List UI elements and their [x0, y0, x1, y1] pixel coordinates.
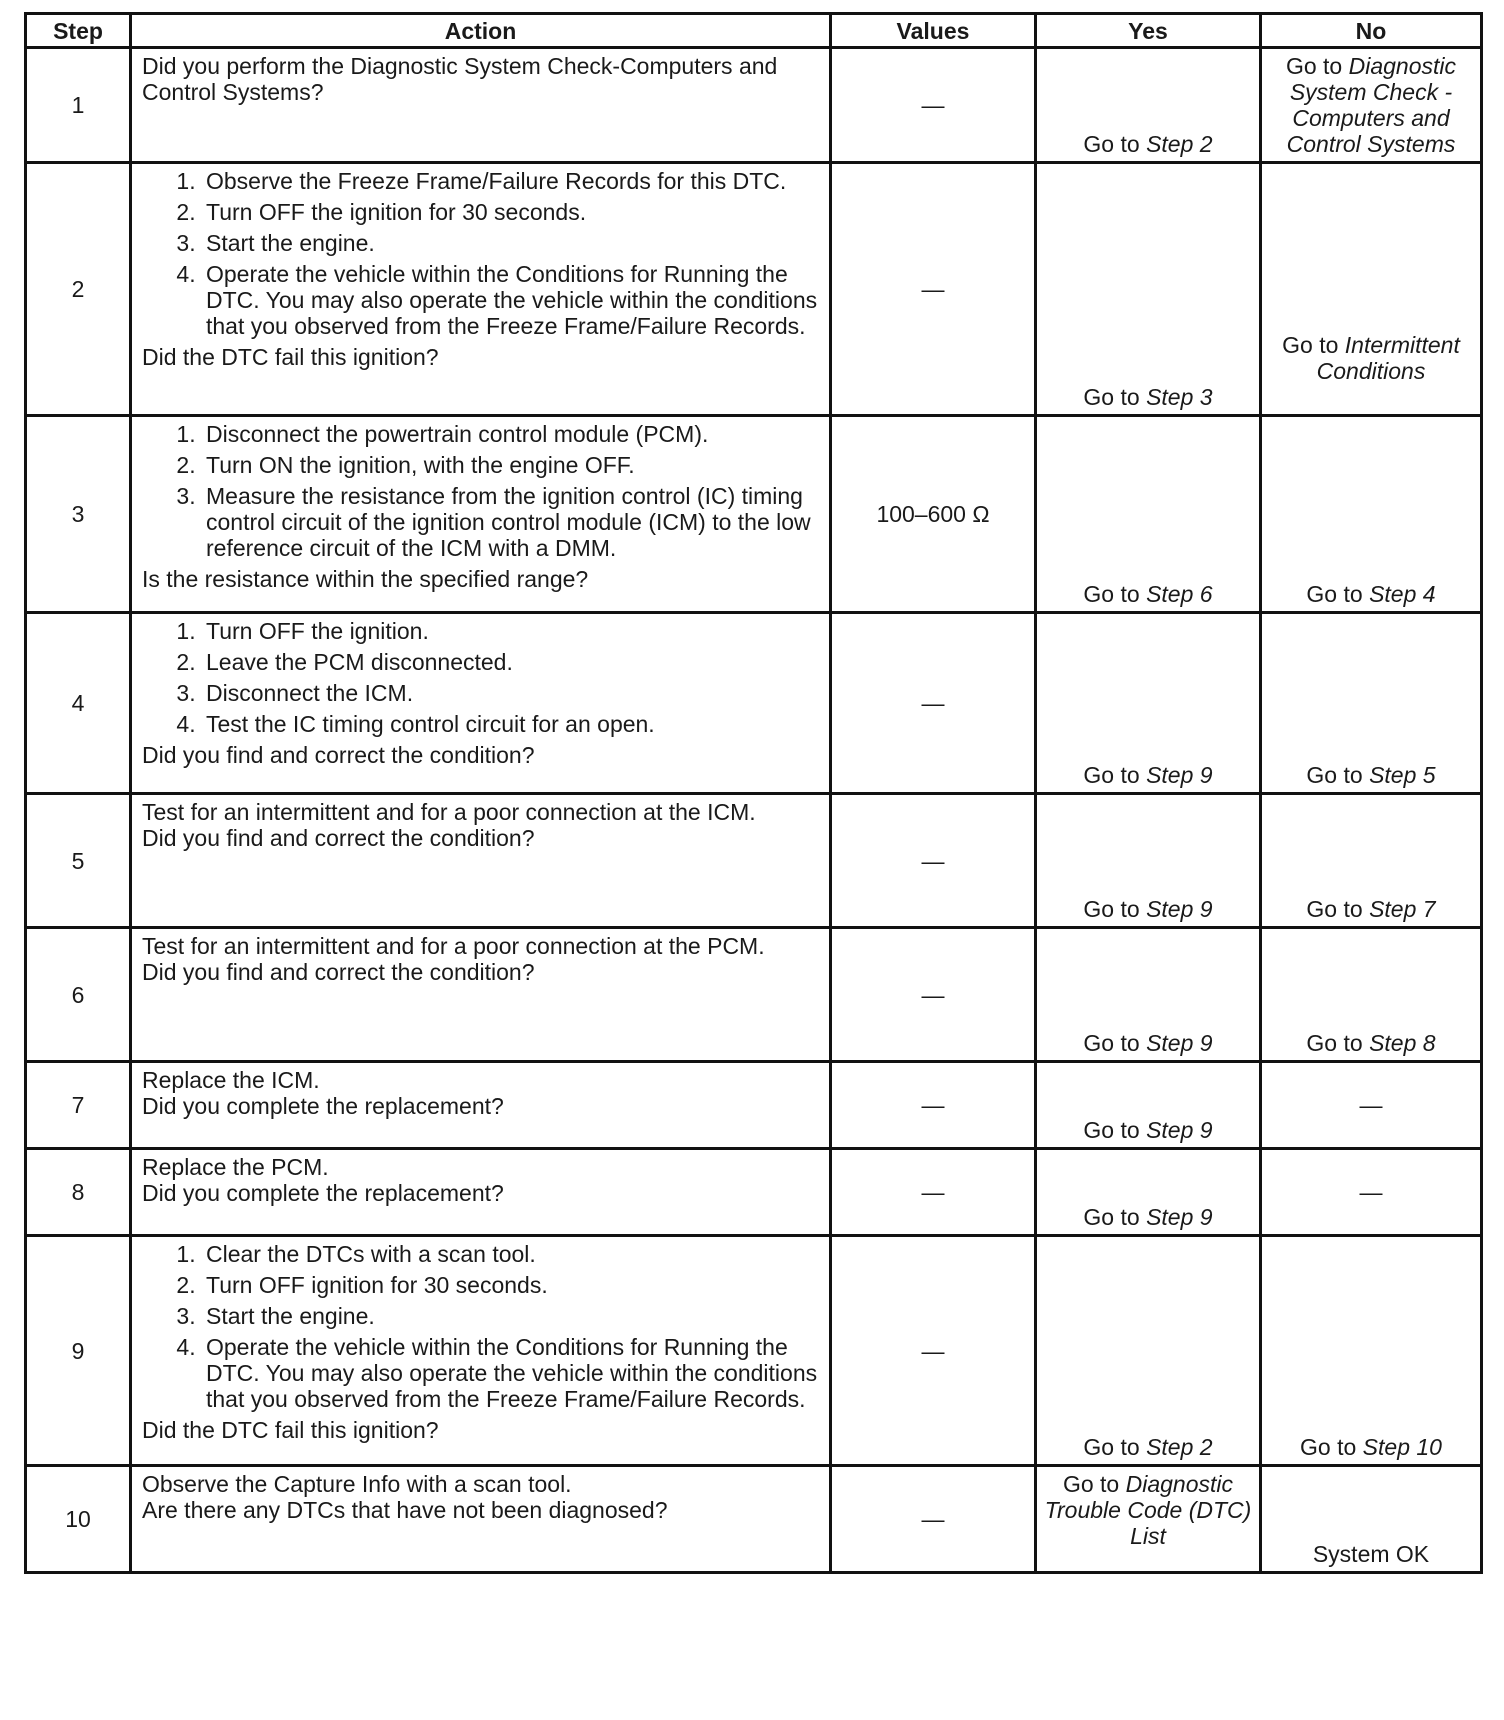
- no-cell: [1261, 794, 1482, 928]
- no-content: [1262, 1237, 1480, 1464]
- goto-link: [1268, 53, 1474, 157]
- no-cell: [1261, 416, 1482, 613]
- yes-content: [1037, 614, 1259, 792]
- no-content: [1262, 417, 1480, 611]
- no-content: [1262, 164, 1480, 414]
- table-row: [26, 163, 1482, 416]
- yes-cell: [1036, 163, 1261, 416]
- yes-prefix: Go to: [1083, 384, 1140, 410]
- no-content: [1262, 49, 1480, 161]
- action-top: [142, 933, 821, 959]
- yes-target: Diagnostic Trouble Code (DTC) List: [1044, 1471, 1252, 1549]
- goto-link: [1043, 896, 1253, 922]
- header-step: Step: [26, 14, 131, 48]
- table-row: [26, 794, 1482, 928]
- action-cell: [131, 613, 831, 794]
- action-cell: [131, 416, 831, 613]
- action-question: Did you find and correct the condition?: [142, 742, 535, 768]
- no-prefix: Go to: [1282, 332, 1339, 358]
- action-top: [142, 1241, 821, 1417]
- yes-cell: [1036, 416, 1261, 613]
- action-step-item: 3. Disconnect the ICM.: [202, 680, 821, 706]
- action-top: [142, 799, 821, 825]
- action-steps-list: [142, 168, 821, 339]
- action-cell: [131, 48, 831, 163]
- action-step-item: 2. Turn OFF the ignition for 30 seconds.: [202, 199, 821, 225]
- no-target: Diagnostic System Check - Computers and Control Systems: [1286, 53, 1457, 157]
- yes-content: [1037, 417, 1259, 611]
- diagnostic-table: [24, 12, 1483, 1574]
- no-cell: [1261, 928, 1482, 1062]
- yes-cell: [1036, 1149, 1261, 1236]
- action-content: [142, 799, 821, 851]
- yes-prefix: Go to: [1083, 1434, 1140, 1460]
- action-intro: Replace the ICM.: [142, 1067, 320, 1093]
- no-cell: [1261, 1466, 1482, 1573]
- action-cell: [131, 928, 831, 1062]
- yes-prefix: Go to: [1083, 762, 1140, 788]
- yes-cell: [1036, 928, 1261, 1062]
- table-body: [26, 48, 1482, 1573]
- yes-target: Step 9: [1146, 1204, 1213, 1230]
- step-number: 7: [26, 1062, 131, 1149]
- action-cell: [131, 794, 831, 928]
- header-row: [26, 14, 1482, 48]
- action-top: [142, 168, 821, 344]
- values-cell: —: [831, 613, 1036, 794]
- no-target: Step 4: [1369, 581, 1436, 607]
- yes-cell: [1036, 1236, 1261, 1466]
- action-step-item: 3. Measure the resistance from the ignition control (IC) timing control circuit of the ignition control module (ICM) to the low reference circuit of the ICM with a DMM.: [202, 483, 821, 561]
- action-step-item: 2. Turn OFF ignition for 30 seconds.: [202, 1272, 821, 1298]
- no-cell: [1261, 48, 1482, 163]
- no-cell: [1261, 163, 1482, 416]
- no-content: [1262, 1150, 1480, 1234]
- table-row: [26, 1466, 1482, 1573]
- yes-target: Step 9: [1146, 1030, 1213, 1056]
- action-top: [142, 1471, 821, 1497]
- action-intro: Test for an intermittent and for a poor connection at the PCM.: [142, 933, 765, 959]
- action-content: [142, 53, 821, 105]
- action-step-item: 3. Start the engine.: [202, 230, 821, 256]
- values-cell: 100–600 Ω: [831, 416, 1036, 613]
- values-cell: —: [831, 928, 1036, 1062]
- action-question: Did you find and correct the condition?: [142, 825, 535, 851]
- yes-content: [1037, 1150, 1259, 1234]
- step-number: 2: [26, 163, 131, 416]
- yes-target: Step 9: [1146, 762, 1213, 788]
- action-intro: Observe the Capture Info with a scan tool.: [142, 1471, 572, 1497]
- step-number: 4: [26, 613, 131, 794]
- goto-link: [1268, 332, 1474, 384]
- action-step-item: 2. Leave the PCM disconnected.: [202, 649, 821, 675]
- table-row: [26, 48, 1482, 163]
- no-prefix: Go to: [1306, 896, 1363, 922]
- action-top: [142, 421, 821, 566]
- goto-link: [1268, 896, 1474, 922]
- no-target: —: [1359, 1092, 1383, 1118]
- action-question: Did you complete the replacement?: [142, 1180, 504, 1206]
- action-content: [142, 168, 821, 370]
- yes-content: [1037, 929, 1259, 1060]
- yes-cell: [1036, 1062, 1261, 1149]
- action-steps-list: [142, 1241, 821, 1412]
- goto-link: [1043, 1030, 1253, 1056]
- action-content: [142, 618, 821, 768]
- no-cell: [1261, 1236, 1482, 1466]
- action-question: Is the resistance within the specified range?: [142, 566, 589, 592]
- header-action: Action: [131, 14, 831, 48]
- step-number: 10: [26, 1466, 131, 1573]
- yes-target: Step 2: [1146, 1434, 1213, 1460]
- no-target: —: [1359, 1179, 1383, 1205]
- yes-prefix: Go to: [1083, 896, 1140, 922]
- action-step-item: 4. Operate the vehicle within the Conditions for Running the DTC. You may also operate the vehicle within the conditions that you observed from the Freeze Frame/Failure Records.: [202, 1334, 821, 1412]
- yes-content: [1037, 49, 1259, 161]
- action-cell: [131, 1236, 831, 1466]
- values-cell: —: [831, 163, 1036, 416]
- action-step-item: 1. Turn OFF the ignition.: [202, 618, 821, 644]
- action-content: [142, 1241, 821, 1443]
- action-step-item: 1. Disconnect the powertrain control module (PCM).: [202, 421, 821, 447]
- no-target: Step 7: [1369, 896, 1436, 922]
- action-step-item: 2. Turn ON the ignition, with the engine OFF.: [202, 452, 821, 478]
- action-content: [142, 1067, 821, 1119]
- step-number: 9: [26, 1236, 131, 1466]
- yes-cell: [1036, 613, 1261, 794]
- no-cell: [1261, 613, 1482, 794]
- values-cell: —: [831, 1466, 1036, 1573]
- values-cell: —: [831, 1149, 1036, 1236]
- action-question: Did you find and correct the condition?: [142, 959, 535, 985]
- action-question: Did the DTC fail this ignition?: [142, 344, 439, 370]
- table-row: [26, 1149, 1482, 1236]
- goto-link: [1043, 1204, 1253, 1230]
- goto-link: [1043, 131, 1253, 157]
- yes-target: Step 2: [1146, 131, 1213, 157]
- yes-prefix: Go to: [1083, 1117, 1140, 1143]
- table-row: [26, 1062, 1482, 1149]
- action-top: [142, 1154, 821, 1180]
- action-step-item: 4. Operate the vehicle within the Conditions for Running the DTC. You may also operate the vehicle within the conditions that you observed from the Freeze Frame/Failure Records.: [202, 261, 821, 339]
- yes-content: [1037, 1237, 1259, 1464]
- action-intro: Did you perform the Diagnostic System Check-Computers and Control Systems?: [142, 53, 778, 105]
- action-step-item: 4. Test the IC timing control circuit for an open.: [202, 711, 821, 737]
- yes-target: Step 6: [1146, 581, 1213, 607]
- header-values: Values: [831, 14, 1036, 48]
- values-cell: —: [831, 1062, 1036, 1149]
- goto-link: [1043, 384, 1253, 410]
- goto-link: [1268, 762, 1474, 788]
- goto-link: [1268, 1541, 1474, 1567]
- no-prefix: Go to: [1285, 53, 1343, 79]
- yes-cell: [1036, 794, 1261, 928]
- values-cell: —: [831, 1236, 1036, 1466]
- action-top: [142, 618, 821, 742]
- header-yes: Yes: [1036, 14, 1261, 48]
- action-content: [142, 1154, 821, 1206]
- no-cell: [1261, 1149, 1482, 1236]
- no-content: [1262, 1063, 1480, 1147]
- action-intro: Replace the PCM.: [142, 1154, 329, 1180]
- values-cell: —: [831, 48, 1036, 163]
- goto-link: [1268, 1179, 1474, 1205]
- step-number: 1: [26, 48, 131, 163]
- table-row: [26, 928, 1482, 1062]
- action-intro: Test for an intermittent and for a poor connection at the ICM.: [142, 799, 756, 825]
- goto-link: [1043, 1471, 1253, 1549]
- action-cell: [131, 1149, 831, 1236]
- yes-prefix: Go to: [1083, 1030, 1140, 1056]
- action-top: [142, 53, 821, 105]
- goto-link: [1043, 1117, 1253, 1143]
- yes-content: [1037, 164, 1259, 414]
- goto-link: [1043, 762, 1253, 788]
- action-content: [142, 933, 821, 985]
- action-step-item: 1. Observe the Freeze Frame/Failure Records for this DTC.: [202, 168, 821, 194]
- no-target: Step 8: [1369, 1030, 1436, 1056]
- yes-content: [1037, 1063, 1259, 1147]
- no-target: System OK: [1312, 1541, 1430, 1567]
- step-number: 3: [26, 416, 131, 613]
- yes-target: Step 9: [1146, 1117, 1213, 1143]
- step-number: 8: [26, 1149, 131, 1236]
- no-cell: [1261, 1062, 1482, 1149]
- no-prefix: Go to: [1306, 1030, 1363, 1056]
- yes-prefix: Go to: [1083, 1204, 1140, 1230]
- no-prefix: Go to: [1306, 762, 1363, 788]
- action-steps-list: [142, 618, 821, 737]
- table-row: [26, 613, 1482, 794]
- action-steps-list: [142, 421, 821, 561]
- yes-prefix: Go to: [1083, 131, 1140, 157]
- action-content: [142, 421, 821, 592]
- yes-cell: [1036, 48, 1261, 163]
- action-question: Are there any DTCs that have not been diagnosed?: [142, 1497, 668, 1523]
- yes-cell: [1036, 1466, 1261, 1573]
- action-step-item: 3. Start the engine.: [202, 1303, 821, 1329]
- no-content: [1262, 795, 1480, 926]
- action-question: Did the DTC fail this ignition?: [142, 1417, 439, 1443]
- no-target: Intermittent Conditions: [1316, 332, 1460, 384]
- action-cell: [131, 1466, 831, 1573]
- yes-prefix: Go to: [1062, 1471, 1120, 1497]
- goto-link: [1268, 1434, 1474, 1460]
- header-no: No: [1261, 14, 1482, 48]
- table-row: [26, 416, 1482, 613]
- yes-content: [1037, 1467, 1259, 1571]
- goto-link: [1043, 581, 1253, 607]
- goto-link: [1268, 1092, 1474, 1118]
- no-target: Step 5: [1369, 762, 1436, 788]
- no-content: [1262, 929, 1480, 1060]
- yes-target: Step 3: [1146, 384, 1213, 410]
- no-content: [1262, 1467, 1480, 1571]
- no-prefix: Go to: [1306, 581, 1363, 607]
- no-content: [1262, 614, 1480, 792]
- action-cell: [131, 1062, 831, 1149]
- action-question: Did you complete the replacement?: [142, 1093, 504, 1119]
- action-step-item: 1. Clear the DTCs with a scan tool.: [202, 1241, 821, 1267]
- yes-target: Step 9: [1146, 896, 1213, 922]
- goto-link: [1268, 581, 1474, 607]
- action-top: [142, 1067, 821, 1093]
- yes-prefix: Go to: [1083, 581, 1140, 607]
- action-cell: [131, 163, 831, 416]
- table-row: [26, 1236, 1482, 1466]
- step-number: 6: [26, 928, 131, 1062]
- no-prefix: Go to: [1300, 1434, 1357, 1460]
- action-content: [142, 1471, 821, 1523]
- values-cell: —: [831, 794, 1036, 928]
- goto-link: [1043, 1434, 1253, 1460]
- goto-link: [1268, 1030, 1474, 1056]
- step-number: 5: [26, 794, 131, 928]
- yes-content: [1037, 795, 1259, 926]
- no-target: Step 10: [1362, 1434, 1442, 1460]
